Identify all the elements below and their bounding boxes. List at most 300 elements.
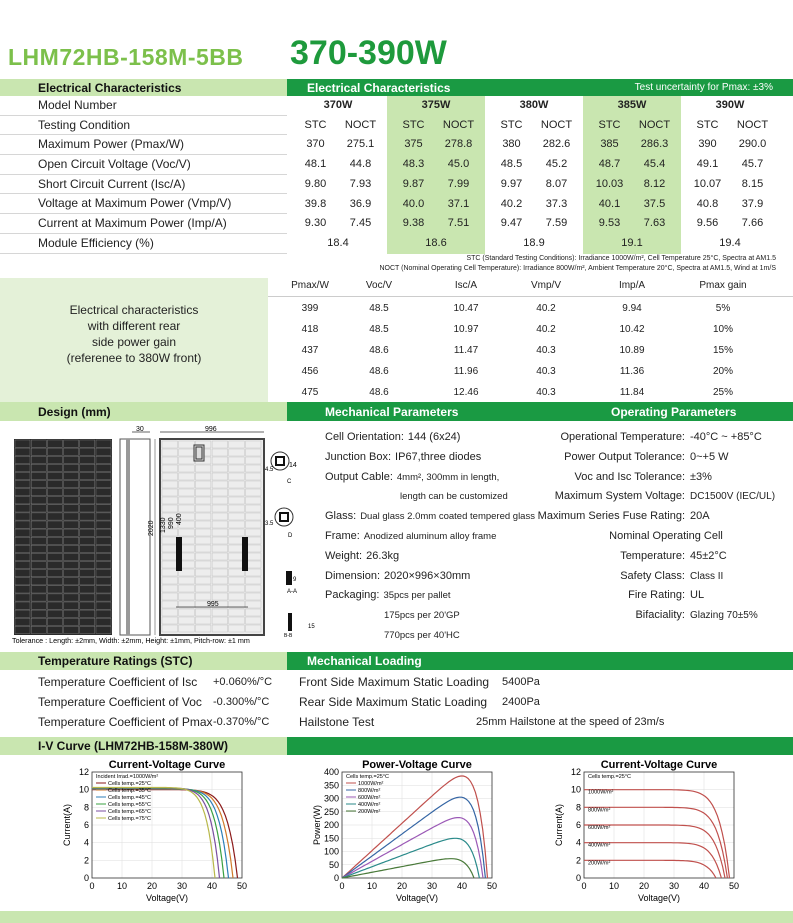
temp-item-label: Temperature Coefficient of Voc [38, 695, 202, 709]
chart-title: Power-Voltage Curve [362, 759, 472, 771]
label-bb: B-B [284, 633, 293, 639]
y-tick-label: 250 [323, 806, 339, 817]
x-axis-label: Voltage(V) [145, 893, 189, 903]
elec-right-title: Electrical Characteristics [307, 81, 451, 95]
elec-value: 37.5 [643, 197, 666, 210]
y-tick-label: 400 [323, 767, 339, 777]
mech-item [325, 507, 540, 527]
elec-value: 380 [502, 138, 521, 151]
mech-item-label: Output Cable: [325, 470, 393, 483]
mech-item-value: 770pcs per 40'HC [384, 629, 460, 641]
bifacial-header: Vmp/V [530, 280, 561, 291]
oper-item-value: Glazing 70±5% [690, 610, 758, 622]
stc-note: STC (Standard Testing Conditions): Irradiance 1000W/m², Cell Temperature 25°C, Spectra at AM1.5 [466, 255, 776, 262]
bifacial-cell: 48.5 [369, 324, 389, 335]
x-tick-label: 10 [116, 881, 128, 891]
oper-item-value: 45±2°C [690, 549, 727, 562]
elec-value: 7.63 [643, 217, 666, 230]
legend-header: Incident Irrad.=1000W/m² [96, 774, 159, 780]
oper-item-label: Safety Class: [620, 569, 685, 582]
mech-item-value: 2020×996×30mm [384, 569, 471, 582]
elec-value: 45.2 [545, 158, 568, 171]
mount-right [242, 537, 248, 571]
bifacial-label-line: (referenee to 380W front) [66, 351, 202, 365]
oper-item-label: Maximum System Voltage: [554, 490, 685, 503]
dim-1330: 1330 [160, 517, 167, 533]
mech-item-value: IP67,three diodes [395, 450, 482, 463]
elec-value: 7.66 [741, 217, 764, 230]
x-tick-label: 10 [608, 881, 620, 891]
mech-item [325, 428, 540, 448]
mech-item-value: Anodized aluminum alloy frame [363, 530, 497, 542]
efficiency-value: 18.4 [327, 236, 349, 249]
footer-strip [0, 911, 793, 923]
oper-title: Operating Parameters [611, 405, 737, 419]
temp-item [38, 692, 288, 712]
bifacial-cell: 11.84 [619, 387, 645, 398]
oper-item-label: Voc and Isc Tolerance: [574, 470, 685, 483]
elec-value: 275.1 [346, 138, 375, 151]
y-axis-label: Current(A) [62, 803, 72, 847]
elec-value: 48.7 [598, 158, 621, 171]
dim-14: 14 [289, 462, 297, 469]
elec-value: 37.9 [741, 197, 764, 210]
tolerance-note: Tolerance : Length: ±2mm, Width: ±2mm, Height: ±1mm, Pitch-row: ±1 mm [12, 636, 250, 645]
model-header: 385W [617, 99, 647, 111]
elec-value: 37.3 [545, 197, 568, 210]
condition-header: NOCT [540, 118, 573, 131]
elec-value: 36.9 [349, 197, 372, 210]
oper-item [530, 507, 793, 527]
elec-row-label: Short Circuit Current (Isc/A) [0, 175, 287, 195]
elec-value: 7.93 [349, 177, 372, 190]
elec-value: 9.38 [402, 217, 425, 230]
model-header: 390W [715, 99, 745, 111]
oper-item [530, 567, 793, 587]
bifacial-cell: 48.6 [369, 345, 389, 356]
bifacial-header: Pmax/W [291, 280, 329, 291]
load-item-value: 25mm Hailstone at the speed of 23m/s [476, 716, 665, 728]
bifacial-label-box [0, 278, 268, 402]
oper-item [530, 428, 793, 448]
y-tick-label: 12 [78, 767, 89, 777]
noct-note: NOCT (Nominal Operating Cell Temperature): Irradiance 800W/m², Ambient Temperature 20°C, Spectra at AM1.5, Wind at 1m/S [379, 265, 776, 272]
temp-item-value: -0.300%/°C [213, 696, 270, 708]
bifacial-cell: 40.3 [536, 345, 556, 356]
mech-item [325, 626, 540, 646]
mech-item [325, 448, 540, 468]
elec-row-label: Model Number [0, 96, 287, 116]
efficiency-value: 18.9 [523, 236, 545, 249]
bifacial-cell: 40.2 [536, 324, 556, 335]
y-tick-label: 300 [323, 793, 339, 804]
legend-item: Cells temp.=35°C [108, 788, 152, 794]
mech-item-value: Dual glass 2.0mm coated tempered glass [360, 511, 535, 523]
bifacial-label-line: side power gain [91, 335, 177, 349]
legend-item: Cells temp.=55°C [108, 802, 152, 808]
legend-item: 1000W/m² [588, 789, 614, 796]
dim-995: 995 [207, 601, 219, 608]
elec-value: 40.1 [598, 197, 621, 210]
elec-value: 286.3 [640, 138, 669, 151]
iv-gap [266, 737, 287, 755]
elec-row-label: Maximum Power (Pmax/W) [0, 135, 287, 155]
elec-row-label: Module Efficiency (%) [0, 234, 287, 254]
series-line [342, 859, 474, 878]
x-tick-label: 40 [698, 881, 710, 891]
elec-value: 390 [698, 138, 717, 151]
x-tick-label: 30 [426, 881, 438, 891]
elec-value: 9.87 [402, 177, 425, 190]
dim-2020: 2020 [148, 520, 155, 536]
dim-996: 996 [205, 426, 217, 433]
x-tick-label: 30 [176, 881, 188, 891]
x-tick-label: 20 [396, 881, 408, 891]
elec-value: 8.12 [643, 177, 666, 190]
oper-item-label: Nominal Operating Cell [609, 529, 723, 542]
chart-title: Current-Voltage Curve [600, 759, 718, 771]
mech-item [325, 468, 540, 488]
mech-list [325, 428, 540, 646]
elec-value: 48.3 [402, 158, 425, 171]
temp-item-label: Temperature Coefficient of Isc [38, 675, 198, 689]
x-tick-label: 30 [668, 881, 680, 891]
bifacial-header: Imp/A [618, 280, 646, 291]
oper-item [530, 606, 793, 626]
oper-item [530, 547, 793, 567]
load-item [299, 672, 793, 692]
mech-item [325, 567, 540, 587]
elec-value: 9.30 [304, 217, 327, 230]
bifacial-cell: 9.94 [622, 303, 642, 314]
mech-item-label: Junction Box: [325, 450, 392, 463]
legend-item: 800W/m² [358, 788, 381, 794]
mech-oper-header [287, 402, 793, 421]
bifacial-cell: 437 [301, 345, 319, 356]
y-tick-label: 2 [83, 855, 89, 866]
mech-item-label: Frame: [325, 529, 360, 542]
oper-item-label: Operational Temperature: [560, 431, 685, 443]
condition-header: STC [500, 118, 523, 131]
load-item-value: 5400Pa [502, 676, 540, 688]
condition-header: NOCT [638, 118, 671, 131]
condition-header: NOCT [736, 118, 769, 131]
temp-item-value: -0.370%/°C [213, 716, 270, 728]
elec-value: 7.51 [447, 217, 470, 230]
oper-item [530, 468, 793, 488]
model-header: 380W [519, 99, 549, 111]
bifacial-header: Isc/A [454, 280, 478, 291]
elec-value: 9.53 [598, 217, 621, 230]
oper-item-label: Power Output Tolerance: [564, 450, 685, 463]
chart-legend [588, 774, 631, 866]
bifacial-cell: 48.6 [369, 366, 389, 377]
mech-item-label: Glass: [325, 510, 357, 523]
bifacial-cell: 10.47 [453, 303, 479, 314]
label-c: C [287, 479, 292, 485]
bifacial-cell: 15% [712, 345, 733, 356]
dim-3-5: 3.5 [265, 521, 274, 527]
legend-item: 400W/m² [588, 842, 611, 849]
condition-header: STC [598, 118, 621, 131]
condition-header: NOCT [344, 118, 377, 131]
elec-value: 45.7 [741, 158, 764, 171]
design-gap [266, 402, 287, 421]
bifacial-cell: 48.5 [369, 303, 389, 314]
dim-15: 15 [308, 624, 315, 630]
condition-header: NOCT [442, 118, 475, 131]
y-tick-label: 150 [323, 833, 339, 844]
y-tick-label: 8 [575, 802, 581, 813]
bifacial-cell: 10% [712, 324, 733, 335]
legend-item: 800W/m² [588, 807, 611, 814]
temp-list [38, 672, 288, 732]
panel-side-frame [120, 439, 150, 635]
bifacial-cell: 5% [715, 303, 731, 314]
bifacial-label-line: Electrical characteristics [69, 303, 199, 317]
y-tick-label: 0 [575, 873, 581, 883]
load-header: Mechanical Loading [287, 652, 793, 670]
mount-left [176, 537, 182, 571]
section-bb [288, 613, 292, 631]
oper-item [530, 448, 793, 468]
load-item [299, 712, 793, 732]
mech-item-value: 144 (6x24) [407, 431, 461, 443]
bifacial-cell: 25% [712, 387, 733, 398]
legend-item: 600W/m² [588, 825, 611, 831]
iv-temp-chart [60, 758, 272, 906]
elec-value: 7.99 [447, 177, 470, 190]
oper-item-label: Bifaciality: [635, 609, 685, 622]
legend-item: 1000W/m² [358, 781, 384, 787]
elec-value: 385 [600, 138, 619, 151]
elec-value: 8.15 [741, 177, 764, 190]
bifacial-cell: 40.3 [536, 366, 556, 377]
temp-gap [266, 652, 287, 670]
elec-value: 7.59 [545, 217, 568, 230]
design-drawing [0, 421, 320, 649]
bifacial-cell: 11.47 [453, 345, 479, 356]
load-item [299, 692, 793, 712]
legend-item: 400W/m² [358, 802, 381, 808]
y-tick-label: 2 [575, 855, 581, 866]
model-header: 370W [323, 99, 353, 111]
y-tick-label: 0 [83, 873, 89, 883]
efficiency-value: 19.1 [621, 236, 643, 249]
oper-item-label: Temperature: [620, 549, 685, 562]
pv-chart [310, 758, 522, 906]
mech-item-value: 175pcs per 20'GP [384, 610, 460, 622]
legend-item: Cells temp.=45°C [108, 795, 152, 801]
elec-value: 9.80 [304, 177, 327, 190]
elec-value: 7.45 [349, 217, 372, 230]
condition-header: STC [402, 118, 425, 131]
bifacial-cell: 12.46 [453, 387, 479, 398]
bifacial-cell: 10.97 [453, 324, 479, 335]
series-line [342, 838, 479, 878]
elec-row-label: Current at Maximum Power (Imp/A) [0, 214, 287, 234]
mech-item-value: 4mm², 300mm in length, [396, 471, 500, 483]
dim-9: 9 [293, 577, 297, 583]
mech-item [325, 586, 540, 606]
bifacial-cell: 11.96 [453, 366, 479, 377]
load-item-label: Front Side Maximum Static Loading [299, 675, 490, 689]
bifacial-cell: 10.89 [619, 345, 645, 356]
load-item-label: Hailstone Test [299, 715, 375, 729]
x-tick-label: 0 [89, 881, 95, 891]
dim-4-5: 4.5 [265, 467, 274, 473]
condition-header: STC [696, 118, 719, 131]
elec-row-label: Voltage at Maximum Power (Vmp/V) [0, 194, 287, 214]
temp-item [38, 712, 288, 732]
temp-item-label: Temperature Coefficient of Pmax [38, 715, 213, 729]
elec-value: 278.8 [444, 138, 473, 151]
oper-item-value: DC1500V (IEC/UL) [690, 491, 776, 503]
bifacial-cell: 20% [712, 366, 733, 377]
elec-value: 49.1 [696, 158, 719, 171]
elec-value: 375 [404, 138, 423, 151]
y-tick-label: 50 [328, 859, 339, 870]
oper-item-value: 20A [690, 510, 710, 523]
mech-title: Mechanical Parameters [325, 405, 459, 419]
power-range-title: 370-390W [290, 34, 447, 72]
elec-value: 290.0 [738, 138, 767, 151]
bifacial-cell: 418 [301, 324, 319, 335]
load-item-label: Rear Side Maximum Static Loading [299, 695, 488, 709]
mech-item-value: 35pcs per pallet [383, 590, 451, 602]
model-title: LHM72HB-158M-5BB [8, 44, 244, 70]
legend-item: 200W/m² [588, 860, 611, 867]
oper-item-label: Maximum Series Fuse Rating: [537, 510, 685, 523]
x-tick-label: 50 [486, 881, 498, 891]
legend-header: Cells temp.=25°C [588, 774, 632, 780]
y-tick-label: 350 [323, 780, 339, 791]
mech-item-label: Cell Orientation: [325, 431, 404, 443]
bifacial-header: Pmax gain [699, 280, 747, 291]
bifacial-divider [268, 296, 793, 297]
mech-item-label: Weight: [325, 549, 363, 562]
y-tick-label: 10 [78, 784, 89, 795]
efficiency-value: 18.6 [425, 236, 447, 249]
elec-value: 10.03 [595, 177, 624, 190]
oper-list [530, 428, 793, 626]
temp-item [38, 672, 288, 692]
elec-value: 9.47 [500, 217, 523, 230]
bifacial-label-line: with different rear [87, 319, 181, 333]
y-tick-label: 6 [83, 820, 89, 830]
legend-item: 200W/m² [358, 809, 381, 815]
oper-item-value: -40°C ~ +85°C [690, 431, 762, 443]
elec-value: 9.97 [500, 177, 523, 190]
bifacial-cell: 48.6 [369, 387, 389, 398]
y-tick-label: 4 [83, 837, 89, 848]
x-tick-label: 0 [339, 881, 345, 891]
elec-value: 370 [306, 138, 325, 151]
x-tick-label: 0 [581, 881, 587, 891]
bifacial-header: Voc/V [365, 280, 393, 291]
chart-title: Current-Voltage Curve [108, 759, 226, 771]
oper-item-value: 0~+5 W [690, 450, 729, 463]
design-header: Design (mm) [0, 402, 266, 421]
section-aa [286, 571, 292, 585]
mech-item-value: length can be customized [400, 491, 508, 503]
iv-irr-chart [552, 758, 764, 906]
x-tick-label: 20 [146, 881, 158, 891]
y-tick-label: 6 [575, 820, 581, 830]
uncertainty-note: Test uncertainty for Pmax: ±3% [634, 82, 773, 93]
elec-row-label: Open Circuit Voltage (Voc/V) [0, 155, 287, 175]
mech-item-value: 26.3kg [366, 549, 400, 562]
x-tick-label: 40 [206, 881, 218, 891]
iv-header: I-V Curve (LHM72HB-158M-380W) [0, 737, 266, 755]
bifacial-cell: 475 [301, 387, 319, 398]
bifacial-cell: 40.3 [536, 387, 556, 398]
chart-legend [96, 774, 158, 822]
legend-header: Cells temp.=25°C [346, 774, 390, 780]
oper-item-value: UL [690, 589, 705, 602]
legend-item: Cells temp.=25°C [108, 781, 152, 787]
header-gap [266, 79, 287, 96]
temp-header: Temperature Ratings (STC) [0, 652, 266, 670]
elec-left-header: Electrical Characteristics [0, 79, 266, 96]
load-item-value: 2400Pa [502, 696, 540, 708]
mech-item-label: Dimension: [325, 569, 381, 582]
load-list [299, 672, 793, 732]
oper-item-value: Class II [690, 570, 724, 582]
x-axis-label: Voltage(V) [395, 893, 439, 903]
elec-value: 40.0 [402, 197, 425, 210]
oper-item [530, 527, 793, 547]
y-tick-label: 4 [575, 837, 581, 848]
condition-header: STC [304, 118, 327, 131]
y-tick-label: 8 [83, 802, 89, 813]
dim-400: 400 [176, 513, 183, 525]
elec-value: 44.8 [349, 158, 372, 171]
elec-value: 40.2 [500, 197, 523, 210]
legend-item: Cells temp.=75°C [108, 816, 152, 822]
y-axis-label: Power(W) [312, 805, 322, 845]
bifacial-label [0, 302, 268, 366]
oper-item [530, 487, 793, 507]
y-tick-label: 100 [323, 846, 339, 857]
label-aa: A-A [287, 589, 298, 595]
dim-990: 990 [168, 517, 175, 529]
x-tick-label: 50 [236, 881, 248, 891]
elec-row-label: Testing Condition [0, 116, 287, 136]
elec-value: 39.8 [304, 197, 327, 210]
mech-item [325, 547, 540, 567]
chart-legend [346, 774, 389, 815]
oper-item [530, 586, 793, 606]
frame-bar [126, 439, 130, 635]
elec-value: 10.07 [693, 177, 722, 190]
elec-value: 9.56 [696, 217, 719, 230]
elec-value: 37.1 [447, 197, 470, 210]
efficiency-value: 19.4 [719, 236, 741, 249]
y-tick-label: 200 [323, 820, 339, 830]
y-tick-label: 12 [570, 767, 581, 777]
bifacial-cell: 10.42 [619, 324, 645, 335]
elec-value: 48.5 [500, 158, 523, 171]
legend-item: Cells temp.=65°C [108, 809, 152, 815]
elec-row-labels [0, 96, 287, 254]
y-axis-label: Current(A) [554, 803, 564, 847]
x-axis-label: Voltage(V) [637, 893, 681, 903]
legend-item: 600W/m² [358, 795, 381, 801]
mech-item [325, 527, 540, 547]
elec-right-header [287, 79, 793, 96]
iv-header-dark [287, 737, 793, 755]
